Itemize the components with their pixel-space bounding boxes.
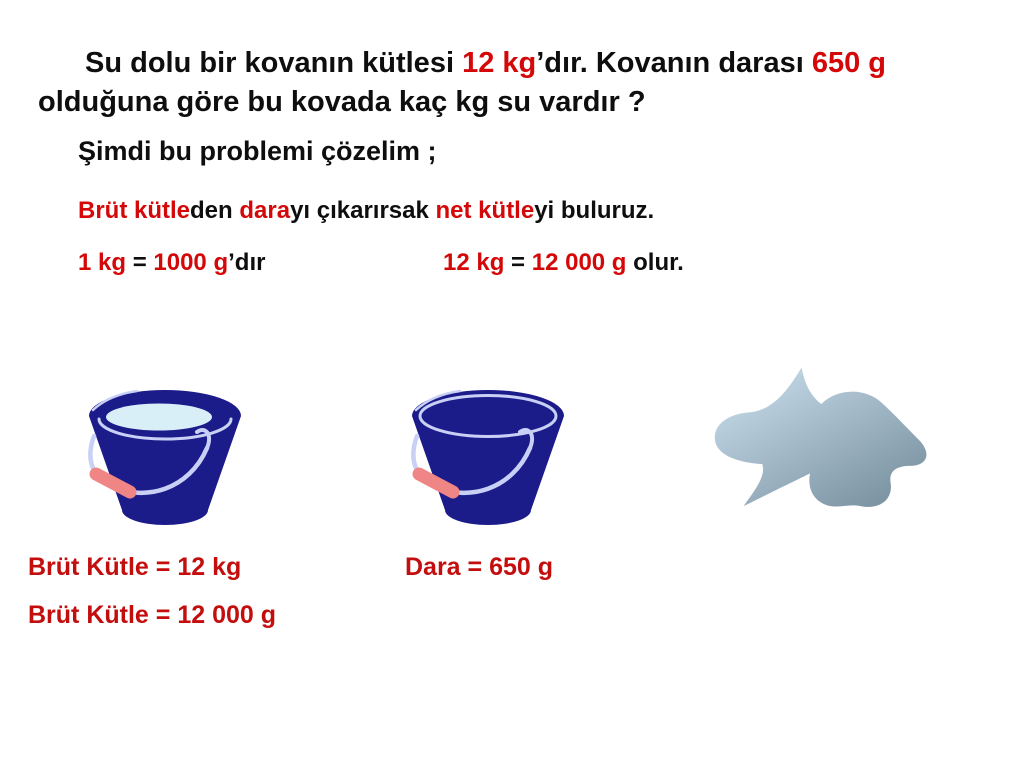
- conversion-row: [78, 249, 878, 281]
- conversion-value: 12 000 g: [531, 249, 627, 276]
- bucket-water-surface: [106, 404, 212, 431]
- explanation-line: [78, 197, 654, 225]
- conversion-value: 1 kg: [78, 249, 127, 276]
- gross-mass-kg-label: Brüt Kütle = 12 kg: [28, 553, 242, 581]
- bucket-body: [412, 390, 564, 525]
- term-tare: dara: [239, 197, 291, 224]
- conversion-value: 12 kg: [443, 249, 505, 276]
- gross-mass-g-label: Brüt Kütle = 12 000 g: [28, 601, 276, 629]
- problem-value-gross-mass: 12 kg: [462, 47, 537, 79]
- term-net-mass: net kütle: [435, 197, 535, 224]
- problem-text-segment: ’dır. Kovanın darası: [536, 47, 812, 79]
- solve-prompt: Şimdi bu problemi çözelim ;: [78, 136, 437, 166]
- conversion-12kg-to-g: [443, 249, 684, 277]
- tare-label: Dara = 650 g: [405, 553, 554, 581]
- conversion-value: 1000 g: [153, 249, 229, 276]
- splash-shape: [715, 367, 927, 506]
- water-splash-image: [700, 360, 950, 538]
- problem-line-1: [38, 44, 1008, 83]
- explanation-text-segment: yı çıkarırsak: [290, 197, 436, 224]
- conversion-suffix: olur.: [626, 249, 684, 276]
- term-gross-mass: Brüt kütle: [78, 197, 191, 224]
- explanation-text-segment: yi buluruz.: [534, 197, 655, 224]
- conversion-suffix: ’dır: [228, 249, 266, 276]
- empty-bucket-image: [407, 386, 569, 538]
- labels-row: [28, 553, 788, 585]
- explanation-text-segment: den: [190, 197, 240, 224]
- problem-statement: [38, 44, 1008, 122]
- conversion-equals: =: [504, 249, 532, 276]
- problem-text-segment: Su dolu bir kovanın kütlesi: [85, 47, 463, 79]
- problem-value-tare: 650 g: [811, 47, 886, 79]
- conversion-equals: =: [126, 249, 154, 276]
- conversion-kg-to-g: [78, 249, 265, 276]
- problem-line-2: olduğuna göre bu kovada kaç kg su vardır ?: [38, 86, 646, 118]
- full-bucket-image: [84, 386, 246, 538]
